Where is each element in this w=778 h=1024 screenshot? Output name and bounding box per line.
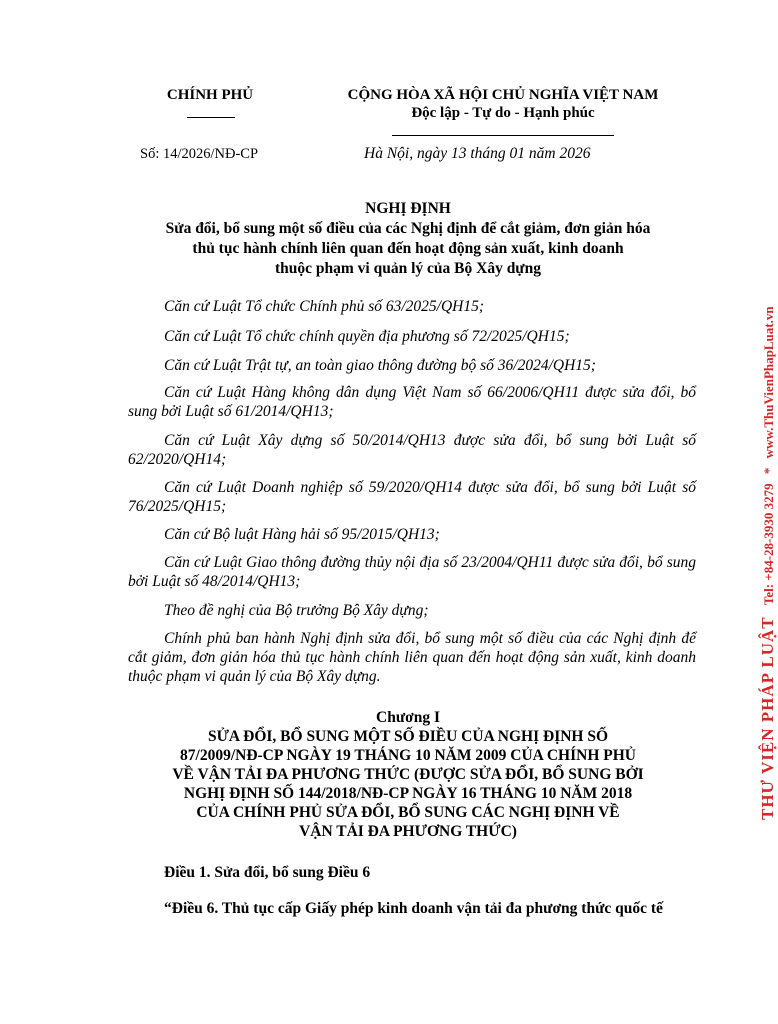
chapter-title-line: VẬN TẢI ĐA PHƯƠNG THỨC) <box>299 823 517 840</box>
article-6-heading: “Điều 6. Thủ tục cấp Giấy phép kinh doanh vận tải đa phương thức quốc tế <box>164 900 663 917</box>
watermark-separator: * <box>761 467 776 475</box>
watermark-brand: THƯ VIỆN PHÁP LUẬT <box>758 616 777 820</box>
decree-type: NGHỊ ĐỊNH <box>365 200 451 217</box>
chapter-title-line: VỀ VẬN TẢI ĐA PHƯƠNG THỨC (ĐƯỢC SỬA ĐỔI, BỔ SUNG BỞI <box>172 766 644 783</box>
decree-title-line: Sửa đổi, bổ sung một số điều của các Nghị định để cắt giảm, đơn giản hóa <box>165 220 651 237</box>
preamble-item: Căn cứ Luật Hàng không dân dụng Việt Nam số 66/2006/QH11 được sửa đổi, bổ sung bởi Luật số 61/2014/QH13; <box>128 384 696 420</box>
watermark-phone: Tel: +84-28-3930 3279 <box>761 483 776 606</box>
national-motto: Độc lập - Tự do - Hạnh phúc <box>411 105 595 121</box>
document-date: Hà Nội, ngày 13 tháng 01 năm 2026 <box>364 145 591 162</box>
chapter-heading <box>150 708 666 841</box>
preamble-item: Căn cứ Luật Tổ chức chính quyền địa phương số 72/2025/QH15; <box>164 328 570 345</box>
preamble-item: Căn cứ Luật Xây dựng số 50/2014/QH13 được sửa đổi, bổ sung bởi Luật số 62/2020/QH14; <box>128 432 696 468</box>
issuer-name: CHÍNH PHỦ <box>166 87 254 103</box>
national-title: CỘNG HÒA XÃ HỘI CHỦ NGHĨA VIỆT NAM <box>347 87 659 103</box>
chapter-title-line: 87/2009/NĐ-CP NGÀY 19 THÁNG 10 NĂM 2009 CỦA CHÍNH PHỦ <box>180 747 636 764</box>
article-1-heading: Điều 1. Sửa đổi, bổ sung Điều 6 <box>164 864 371 881</box>
document-number: Số: 14/2026/NĐ-CP <box>140 146 259 162</box>
chapter-title-line: CỦA CHÍNH PHỦ SỬA ĐỔI, BỔ SUNG CÁC NGHỊ ĐỊNH VỀ <box>196 804 620 821</box>
chapter-label: Chương I <box>376 709 440 726</box>
watermark-site: www.ThuVienPhapLuat.vn <box>761 306 776 459</box>
issuer-block <box>150 87 270 104</box>
preamble-item: Căn cứ Luật Giao thông đường thủy nội địa số 23/2004/QH11 được sửa đổi, bổ sung bởi Luật số 48/2014/QH13; <box>128 554 696 590</box>
preamble-item: Căn cứ Luật Doanh nghiệp số 59/2020/QH14 được sửa đổi, bổ sung bởi Luật số 76/2025/QH15; <box>128 479 696 515</box>
preamble-item: Căn cứ Bộ luật Hàng hải số 95/2015/QH13; <box>164 526 440 543</box>
issuer-underline <box>187 117 235 118</box>
preamble-item: Căn cứ Luật Trật tự, an toàn giao thông đường bộ số 36/2024/QH15; <box>164 357 596 374</box>
chapter-title-line: SỬA ĐỔI, BỔ SUNG MỘT SỐ ĐIỀU CỦA NGHỊ ĐỊNH SỐ <box>207 728 609 745</box>
preamble-item: Chính phủ ban hành Nghị định sửa đổi, bổ sung một số điều của các Nghị định để cắt giảm, đơn giản hóa thủ tục hành chính liên quan đến hoạt động sản xuất, kinh doanh thuộc phạm vi quản lý của Bộ Xây dựng. <box>128 630 696 685</box>
decree-title-block <box>120 199 696 279</box>
preamble-item: Căn cứ Luật Tổ chức Chính phủ số 63/2025/QH15; <box>164 298 485 315</box>
preamble-item: Theo đề nghị của Bộ trưởng Bộ Xây dựng; <box>164 602 429 619</box>
watermark <box>758 306 778 820</box>
decree-title-line: thủ tục hành chính liên quan đến hoạt động sản xuất, kinh doanh <box>192 240 624 257</box>
chapter-title-line: NGHỊ ĐỊNH SỐ 144/2018/NĐ-CP NGÀY 16 THÁNG 10 NĂM 2018 <box>183 785 633 802</box>
motto-underline <box>392 135 614 136</box>
national-title-block <box>318 87 688 122</box>
decree-title-line: thuộc phạm vi quản lý của Bộ Xây dựng <box>275 260 541 277</box>
